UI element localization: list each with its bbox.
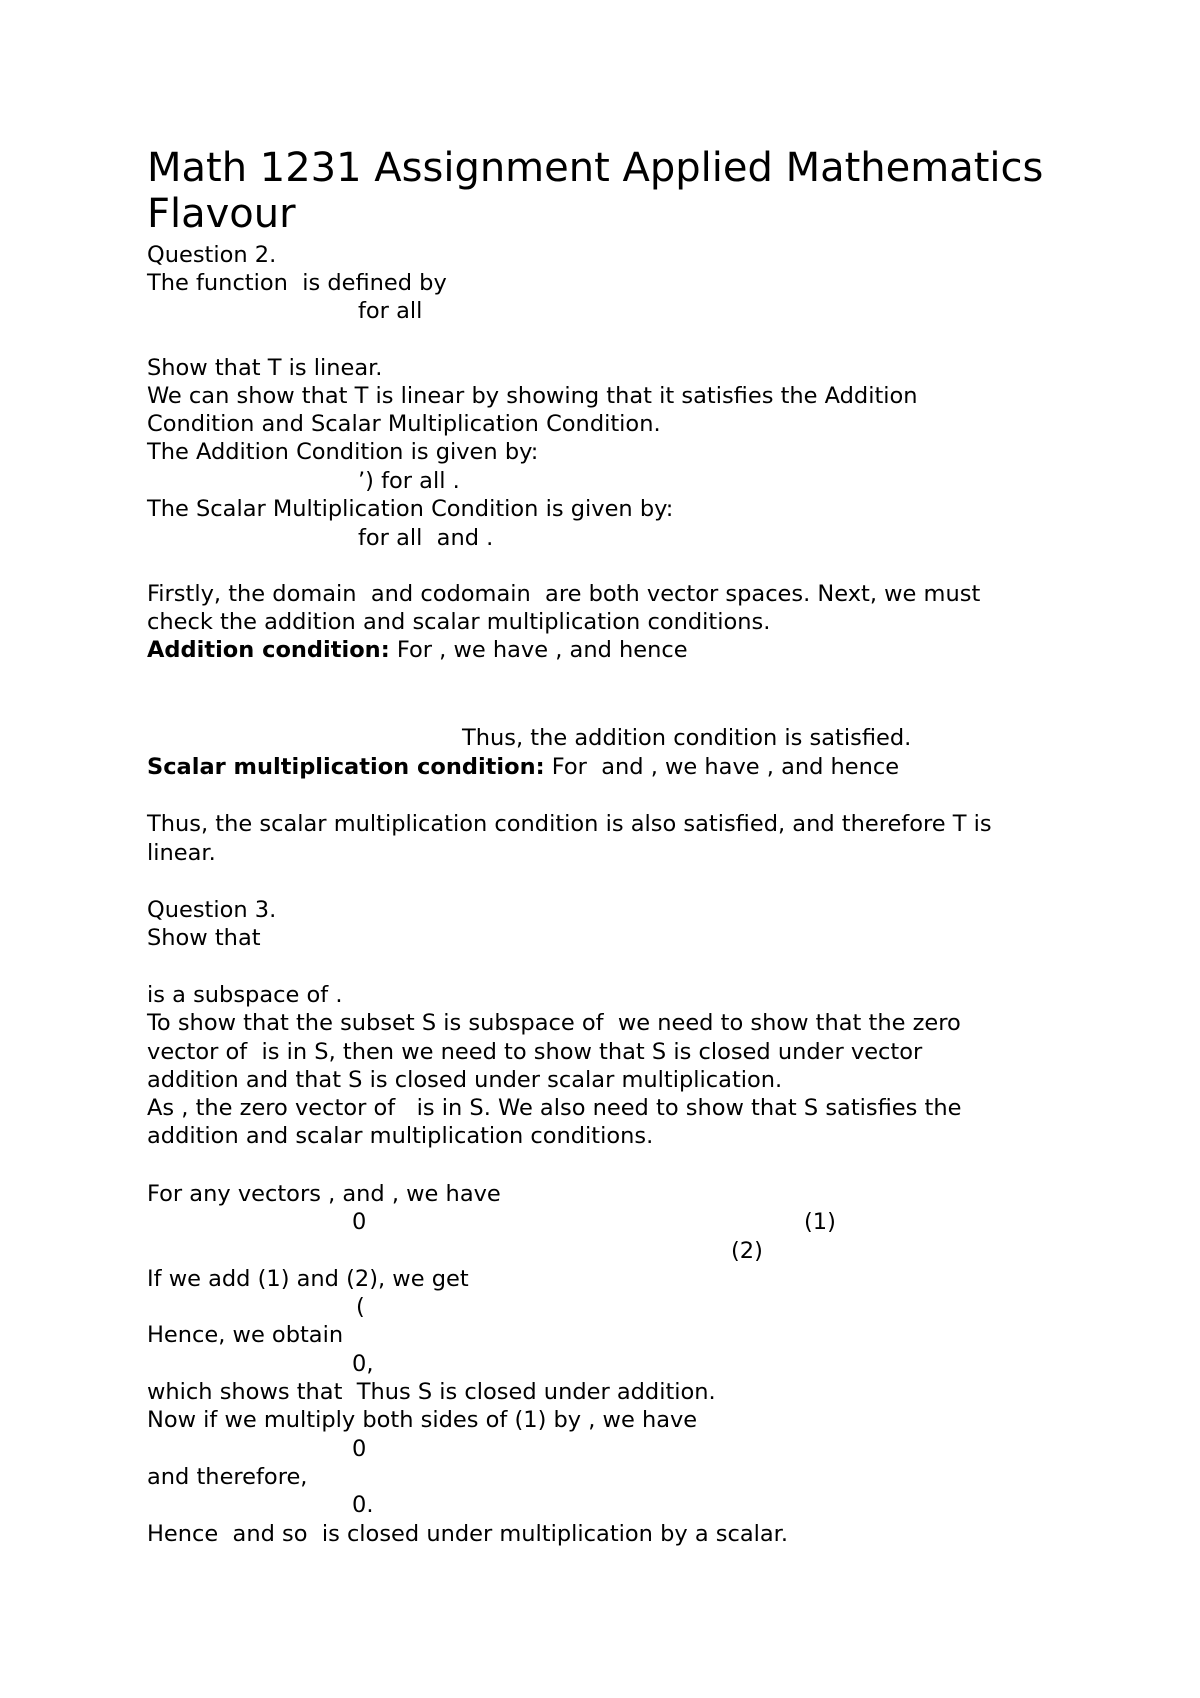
obtain-result: 0, [352,1351,374,1377]
domain-line-2: check the addition and scalar multiplication conditions. [147,609,771,635]
plan-line-1: To show that the subset S is subspace of we need to show that the zero [147,1010,961,1036]
obtain-intro: Hence, we obtain [147,1322,344,1348]
approach-line-2: Condition and Scalar Multiplication Condition. [147,411,661,437]
multiply-result: 0 [352,1436,367,1462]
plan-line-2: vector of is in S, then we need to show that S is closed under vector [147,1039,923,1065]
equation-1-label: (1) [804,1209,836,1235]
addition-condition-paragraph [147,636,688,664]
addition-condition-text: For , we have , and hence [389,637,688,663]
function-for-all: for all [358,298,423,324]
question-2-heading: Question 2. [147,242,277,268]
conclusion-line-2: linear. [147,840,216,866]
equation-1-value: 0 [352,1209,367,1235]
vectors-intro: For any vectors , and , we have [147,1181,501,1207]
approach-line-1: We can show that T is linear by showing that it satisfies the Addition [147,383,918,409]
addition-condition-label: Addition condition: [147,637,390,663]
scalar-condition-formula: for all and . [358,525,494,551]
plan-line-3: addition and that S is closed under scalar multiplication. [147,1067,783,1093]
zero-vector-line-1: As , the zero vector of is in S. We also need to show that S satisfies the [147,1095,962,1121]
question-3-heading: Question 3. [147,897,277,923]
closed-under-scalar: Hence and so is closed under multiplication by a scalar. [147,1521,789,1547]
addition-satisfied: Thus, the addition condition is satisfied. [462,725,912,751]
closed-under-addition: which shows that Thus S is closed under addition. [147,1379,716,1405]
addition-condition-intro: The Addition Condition is given by: [147,439,539,465]
scalar-condition-label: Scalar multiplication condition: [147,754,545,780]
scalar-condition-paragraph [147,753,899,781]
therefore-intro: and therefore, [147,1464,308,1490]
therefore-result: 0. [352,1492,374,1518]
show-that: Show that [147,925,261,951]
function-intro: The function is defined by [147,270,447,296]
scalar-condition-intro: The Scalar Multiplication Condition is given by: [147,496,674,522]
add-intro: If we add (1) and (2), we get [147,1266,469,1292]
domain-line-1: Firstly, the domain and codomain are both vector spaces. Next, we must [147,581,981,607]
document-title: Math 1231 Assignment Applied Mathematics Flavour [147,145,1044,237]
zero-vector-line-2: addition and scalar multiplication conditions. [147,1123,654,1149]
show-linear: Show that T is linear. [147,355,383,381]
equation-2-label: (2) [731,1238,763,1264]
subspace-of: is a subspace of . [147,982,343,1008]
conclusion-line-1: Thus, the scalar multiplication condition is also satisfied, and therefore T is [147,811,992,837]
multiply-intro: Now if we multiply both sides of (1) by , we have [147,1407,698,1433]
addition-condition-formula: ’) for all . [358,468,460,494]
add-result: ( [356,1294,365,1320]
scalar-condition-text: For and , we have , and hence [544,754,900,780]
